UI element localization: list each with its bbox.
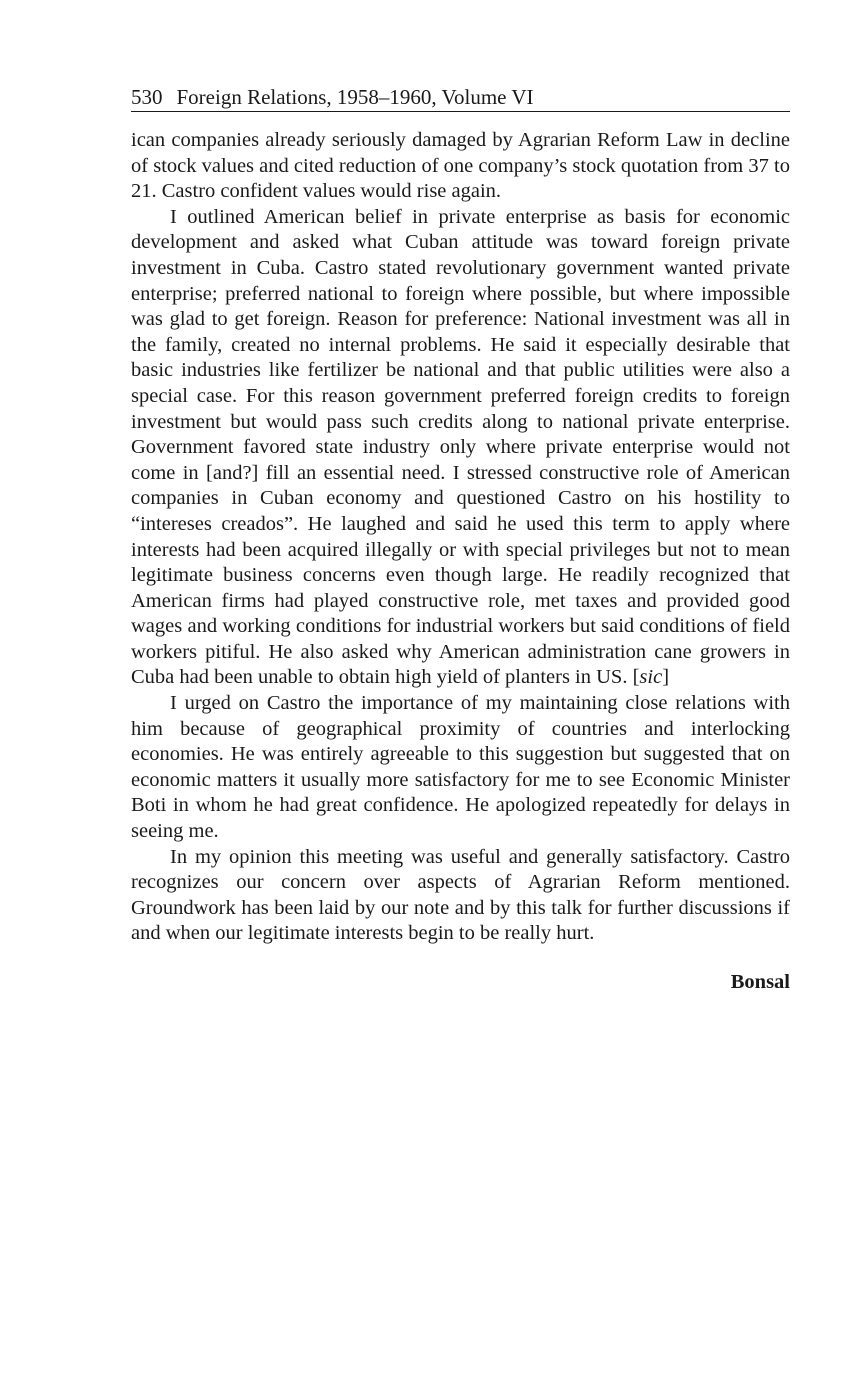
paragraph-text: I outlined American belief in private enterprise as basis for economic development and asked what Cuban attitude was toward foreign private investment in Cuba. Castro stated revolutionary government wanted private enterprise; preferred national to foreign where possible, but where impossible was glad to get foreign. Reason for preference: National investment was all in the family, created no internal problems. He said it especially desirable that basic industries like fertilizer be national and that public utilities were also a special case. For this reason government preferred foreign credits to foreign investment but would pass such credits along to national private enterprise. Government favored state industry only where private enterprise would not come in [and?] fill an essential need. I stressed constructive role of American companies in Cuban economy and questioned Castro on his hostility to “intereses creados”. He laughed and said he used this term to apply where interests had been acquired illegally or with special privileges but not to mean legitimate business concerns even though large. He readily recognized that American firms had played constructive role, met taxes and provided good wages and working conditions for industrial workers but said conditions of field workers pitiful. He also asked why American administration cane growers in Cuba had been unable to obtain high yield of planters in US. [ — [131, 205, 790, 689]
document-body — [131, 128, 790, 947]
paragraph-close-relations: I urged on Castro the importance of my maintaining close relations with him because of geographical proximity of countries and interlocking economies. He was entirely agreeable to this suggestion but suggested that on economic matters it usually more satisfactory for me to see Economic Minister Boti in whom he had great confidence. He apologized repeatedly for delays in seeing me. — [131, 692, 790, 843]
paragraph-private-enterprise — [131, 205, 790, 691]
signature: Bonsal — [730, 971, 790, 993]
page-number: 530 — [131, 85, 163, 109]
running-title: Foreign Relations, 1958–1960, Volume VI — [176, 85, 534, 109]
bracket-close: ] — [662, 666, 670, 689]
paragraph-continued: ican companies already seriously damaged by Agrarian Reform Law in decline of stock values and cited reduction of one company’s stock quotation from 37 to 21. Castro confident values would rise again. — [131, 129, 790, 203]
paragraph-opinion: In my opinion this meeting was useful and generally satisfactory. Castro recognizes our concern over aspects of Agrarian Reform mentioned. Groundwork has been laid by our note and by this talk for further discussions if and when our legitimate interests begin to be really hurt. — [131, 845, 790, 945]
document-page — [131, 84, 790, 995]
running-head — [131, 84, 790, 112]
sic-annotation: sic — [639, 666, 663, 689]
